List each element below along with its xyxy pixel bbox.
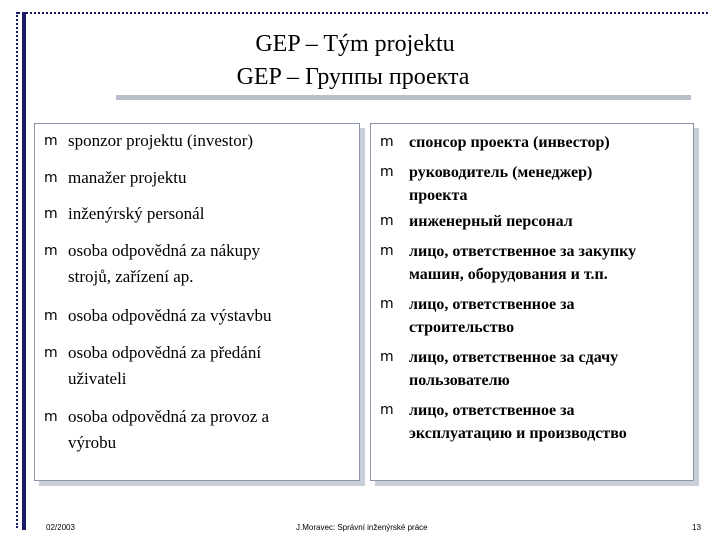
right-item-2: руководитель (менеджер) проекта xyxy=(409,164,593,204)
bullet-icon: m xyxy=(44,345,58,361)
right-item-6: лицо, ответственное за сдачу пользователю xyxy=(409,349,619,389)
left-item-5: osoba odpovědná za výstavbu xyxy=(68,306,272,325)
title-underline xyxy=(116,95,691,100)
footer-author-course: J.Moravec: Správní inženýrské práce xyxy=(296,523,428,532)
right-item-3: инженерный персонал xyxy=(409,213,573,230)
left-item-3: inženýrský personál xyxy=(68,204,205,223)
left-item-7: osoba odpovědná za provoz a výrobu xyxy=(68,407,270,452)
bullet-icon: m xyxy=(380,164,394,180)
bullet-icon: m xyxy=(380,243,394,259)
bullet-icon: m xyxy=(380,213,394,229)
footer-date: 02/2003 xyxy=(46,523,75,532)
slide-title-czech: GEP – Tým projektu xyxy=(255,31,455,57)
left-item-6: osoba odpovědná za předání uživateli xyxy=(68,343,262,388)
right-item-7: лицо, ответственное за эксплуатацию и производство xyxy=(409,402,627,442)
right-item-4: лицо, ответственное за закупку машин, оборудования и т.п. xyxy=(409,243,637,283)
bullet-icon: m xyxy=(44,308,58,324)
right-item-1: спонсор проекта (инвестор) xyxy=(409,134,610,151)
bullet-icon: m xyxy=(380,134,394,150)
slide-title-russian: GEP – Группы проекта xyxy=(236,64,470,90)
bullet-icon: m xyxy=(380,349,394,365)
bullet-icon: m xyxy=(44,409,58,425)
bullet-icon: m xyxy=(380,296,394,312)
slide-frame-top-dotted xyxy=(18,12,708,14)
bullet-icon: m xyxy=(44,206,58,222)
bullet-icon: m xyxy=(380,402,394,418)
bullet-icon: m xyxy=(44,170,58,186)
bullet-icon: m xyxy=(44,133,58,149)
footer-page-number: 13 xyxy=(692,523,701,532)
left-item-2: manažer projektu xyxy=(68,168,187,187)
left-item-1: sponzor projektu (investor) xyxy=(68,131,254,150)
right-item-5: лицо, ответственное за строительство xyxy=(409,296,575,336)
bullet-icon: m xyxy=(44,243,58,259)
left-item-4: osoba odpovědná za nákupy strojů, zařízení ap. xyxy=(68,241,261,286)
